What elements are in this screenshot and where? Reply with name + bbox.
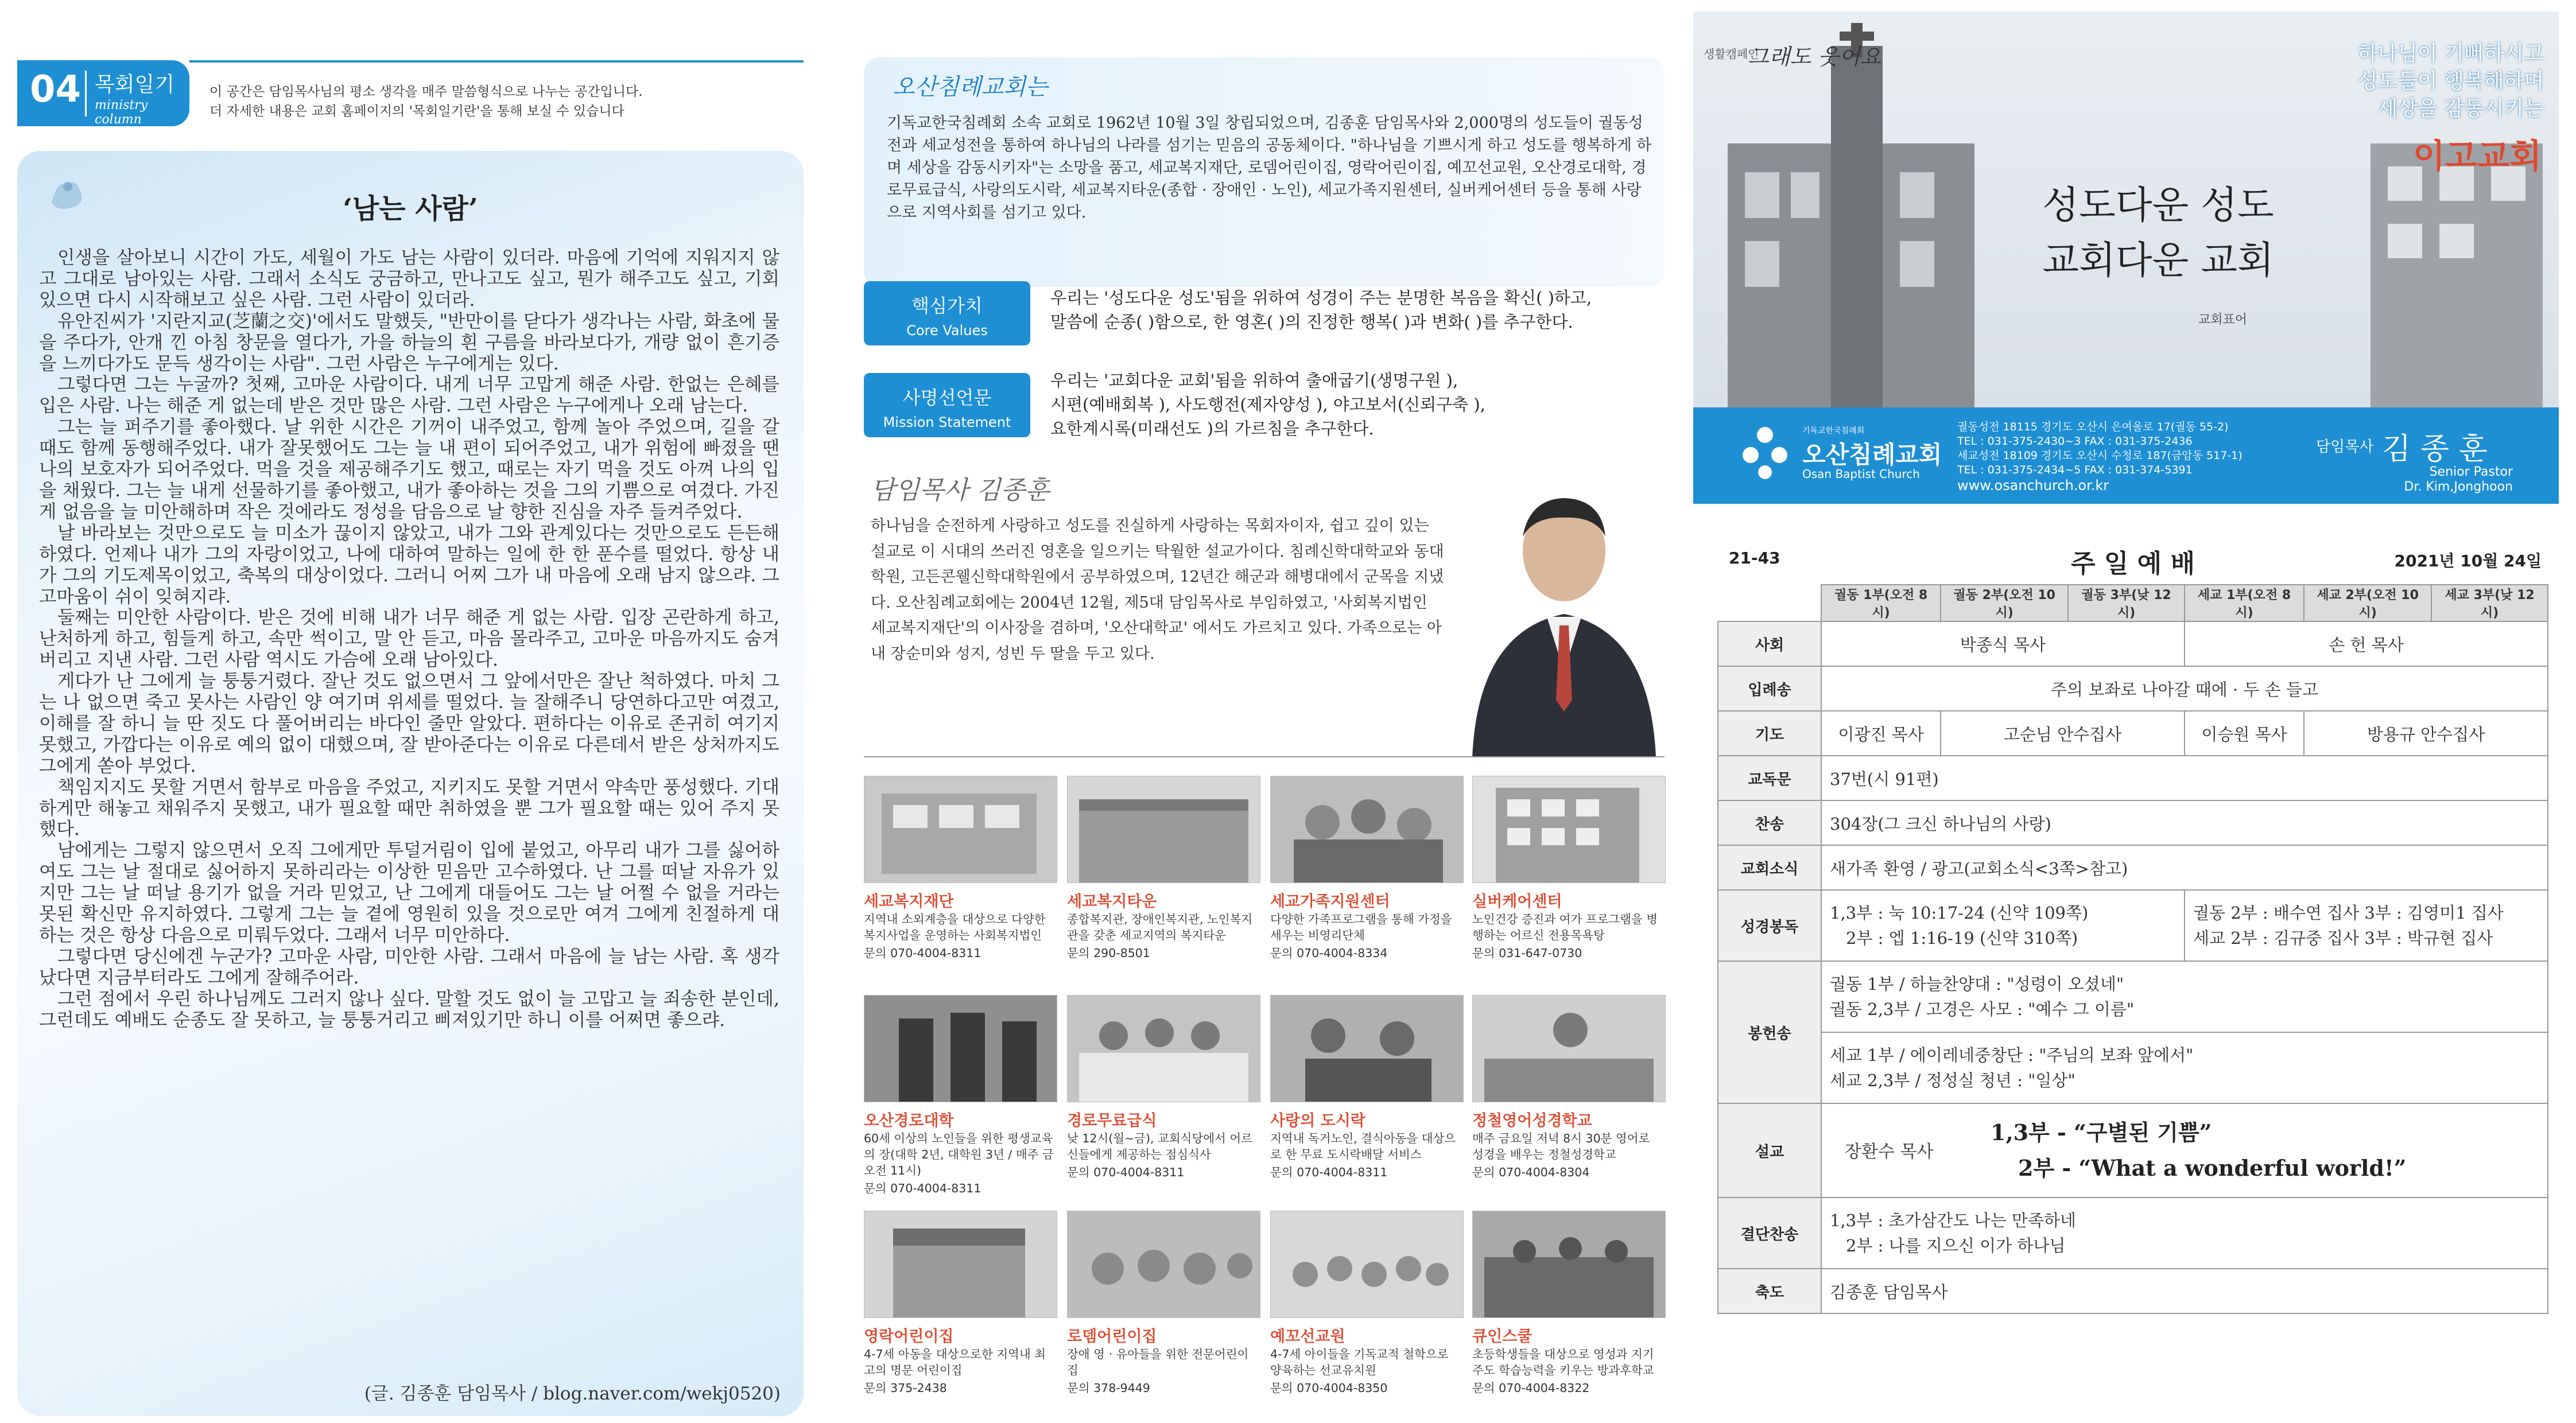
column-title: 목회일기 [95,73,175,96]
tag-label-en: Mission Statement [883,414,1011,430]
motto-line: 성도다운 성도 [2042,183,2274,227]
reading-verses [1821,890,2185,961]
ministry-name: 세교가족지원센터 [1270,893,1390,911]
church-motto [1997,178,2319,288]
ministry-phone: 문의 070-4004-8304 [1472,1165,1590,1179]
ministry-card [864,995,1056,1196]
tag-label: 사명선언문 [902,387,992,409]
row-label: 찬송 [1718,800,1821,845]
row-label: 성경봉독 [1718,890,1821,961]
church-logo-icon [1739,423,1791,481]
header-blank [1718,585,1821,621]
ministry-photo [1472,1211,1666,1318]
choir-row-a [1718,961,2548,1032]
decision-line: 2부 : 나를 지으신 이가 하나님 [1846,1236,2066,1255]
paragraph: 날 바라보는 것만으로도 늘 미소가 끊이지 않았고, 내가 그와 관계있다는 것만으로도 든든해하였다. 언제나 내가 그의 자랑이었고, 나에 대하여 말하는 일에 한 한 푼수를 떨었다. 항상 내가 그의 기도제목이었고, 축복의 대상이었다. 그러니 어찌 그가 내 마음에 오래 남지 않으랴. 그 고마움이 쉬이 잊혀지랴. [39,522,779,607]
ministry-desc: 다양한 가족프로그램을 통해 가정을 세우는 비영리단체 [1270,912,1452,942]
intro-text: 기독교한국침례회 소속 교회로 1962년 10월 3일 창립되었으며, 김종훈 담임목사와 2,000명의 성도들이 궐동성전과 세교성전을 통하여 하나님의 나라를 섬기는 믿음의 공동체이다. "하나님을 기쁘시게 하고 성도를 행복하게 하며 세상을 감동시키자"는 소망을 품고, 세교복지재단, 로뎀어린이집, 영락어린이집, 예꼬선교원, 오산경로대학, 경로무료급식, 사랑의도시락, 세교복지타운(종합 · 장애인 · 노인), 세교가족지원센터, 실버케어센터 등을 통해 사랑으로 지역사회를 섬기고 있다. [887,114,1652,221]
ministry-name: 정철영어성경학교 [1472,1112,1592,1130]
core-values-tag [864,281,1030,345]
choir-row-b [1718,1032,2548,1103]
service-header-row [1718,585,2548,621]
row-label: 결단찬송 [1718,1198,1821,1269]
address-line: TEL : 031-375-2434~5 FAX : 031-374-5391 [1957,464,2193,476]
service-table [1717,584,2548,1314]
ministry-name: 큐인스쿨 [1472,1328,1533,1346]
church-name: 오산침례교회 [1802,441,1942,469]
paragraph: 그렇다면 그는 누굴까? 첫째, 고마운 사람이다. 내게 너무 고맙게 해준 사람. 한없는 은혜를 입은 사람. 나는 해준 게 없는데 받은 것만 많은 사람. 그런 사람은 누구에게나 오래 남는다. [39,374,779,417]
core-values-text [1050,286,1665,334]
tag-label: 핵심가치 [911,295,983,317]
paragraph: 게다가 난 그에게 늘 퉁퉁거렸다. 잘난 것도 없으면서 그 앞에서만은 잘난 척하였다. 마치 그는 나 없으면 죽고 못사는 사람인 양 여기며 위세를 떨었다. 늘 잘해주니 당연하다고만 여겼고, 이해를 잘 하니 늘 딴 짓도 다 풀어버리는 바다인 줄만 알았다. 편하다는 이유로 존귀히 여기지 못했고, 가깝다는 이유로 예의 없이 대했으며, 잘 받아준다는 이유로 다른데서 받은 상처까지도 그에게 쏟아 부었다. [39,671,779,776]
ministry-card [1472,776,1665,961]
pastor-en-line: Dr. Kim,Jonghoon [2404,480,2513,494]
service-time-header: 세교 3부(낮 12시) [2431,585,2548,621]
address-line: 세교성전 18109 경기도 오산시 수청로 187(금암동 517-1) [1957,449,2243,462]
sermon-preacher: 장환수 목사 [1845,1142,1934,1162]
leader-value: 손 헌 목사 [2185,621,2548,666]
prayer-row [1718,711,2548,756]
intro-box [864,57,1665,287]
ministry-card [864,1211,1056,1395]
column-subtitle: ministry column [95,98,148,127]
ministry-phone: 문의 378-9449 [1067,1381,1150,1395]
ministry-photo [864,776,1057,883]
row-label: 봉헌송 [1718,961,1821,1103]
ministry-photo-image [1271,776,1463,882]
ministry-photo-image [864,1211,1057,1317]
ministry-photo [1270,1211,1464,1318]
column-signature: (글. 김종훈 담임목사 / blog.naver.com/wekj0520) [364,1383,781,1404]
ministry-name: 사랑의 도시락 [1270,1112,1365,1130]
decision-row [1718,1198,2548,1269]
address-line: 궐동성전 18115 경기도 오산시 은여울로 17(궐동 55-2) [1957,421,2229,433]
creed-row [1718,756,2548,800]
ministry-card [1270,1211,1462,1395]
ministry-desc: 4-7세 아동을 대상으로한 지역내 최고의 명문 어린이집 [864,1347,1046,1377]
service-time-header: 궐동 3부(낮 12시) [2068,585,2185,621]
ministry-name: 세교복지타운 [1067,893,1157,911]
paragraph: 둘째는 미안한 사람이다. 받은 것에 비해 내가 너무 해준 게 없는 사람. 입장 곤란하게 하고, 난처하게 하고, 힘들게 하고, 속만 썩이고, 말 안 듣고, 마음 몰라주고, 고마운 마음까지도 숨겨버리고 지낸 사람. 그런 사람 역시도 가슴에 오래 남아있다. [39,607,779,671]
ministry-photo [864,1211,1057,1318]
ministry-card [1270,995,1462,1180]
column-description [210,82,643,121]
reading-line: 궐동 2부 : 배수연 집사 3부 : 김영미1 집사 [2193,903,2504,923]
pastor-title: 담임목사 김종훈 [871,476,1050,505]
church-info-band [1693,407,2559,504]
ministry-photo-image [864,776,1057,882]
ministry-card [1472,1211,1665,1395]
page-number: 04 [30,68,82,111]
ministry-card [1472,995,1665,1180]
decision-value [1821,1198,2548,1269]
ministry-photo-image [864,996,1057,1102]
column-body [39,247,779,1031]
ministry-photo-image [1068,776,1260,882]
choir-line: 궐동 2,3부 / 고경은 사모 : "예수 그 이름" [1830,1000,2135,1019]
hymn-row [1718,800,2548,845]
reading-line: 세교 2부 : 김규중 집사 3부 : 박규현 집사 [2193,928,2493,948]
choir-value [1821,1032,2548,1103]
motto-caption: 교회표어 [2198,313,2248,327]
church-intro-page [864,57,1665,1423]
ministry-desc: 장애 영 · 유아들을 위한 전문어린이집 [1067,1347,1249,1377]
slogan-brand: 이고교회 [2412,137,2542,176]
sermon-titles [1991,1115,2539,1186]
ministry-photo-image [1068,996,1260,1102]
mission-tag [864,373,1030,437]
ministry-card [1067,1211,1259,1395]
ministry-desc: 지역내 소외계층을 대상으로 다양한 복지사업을 운영하는 사회복지법인 [864,912,1046,942]
ministry-name: 실버케어센터 [1472,893,1562,911]
description-line: 더 자세한 내용은 교회 홈페이지의 '목회일기란'을 통해 보실 수 있습니다 [210,104,624,119]
row-label: 입례송 [1718,666,1821,711]
news-value: 새가족 환영 / 광고(교회소식<3쪽>참고) [1821,845,2548,890]
paragraph: 책임지지도 못할 거면서 함부로 마음을 주었고, 지키지도 못할 거면서 약속만 풍성했다. 기대하게만 해놓고 채워주지 못했고, 내가 필요할 때만 취하였을 뿐 그가 필요할 때는 있어 주지 못했다. [39,776,779,840]
ministry-photo [864,995,1057,1102]
cover-page [1693,11,2559,1417]
reading-line: 1,3부 : 눅 10:17-24 (신약 109쪽) [1830,903,2089,923]
prayer-value: 고순님 안수집사 [1941,711,2185,756]
ministry-phone: 문의 070-4004-8311 [1270,1165,1388,1179]
campaign-label: 생활캠페인 [1704,47,1759,61]
choir-line: 세교 1부 / 에이레네중창단 : "주님의 보좌 앞에서" [1830,1045,2194,1065]
sermon-title: 1,3부 - “구별된 기쁨” [1991,1119,2212,1145]
paragraph: 그런 점에서 우린 하나님께도 그러지 않나 싶다. 말할 것도 없이 늘 고맙고 늘 죄송한 분인데, 그런데도 예배도 순종도 잘 못하고, 늘 퉁퉁거리고 삐져있기만 하니 이를 어쩌면 좋으랴. [39,988,779,1031]
ministry-card [1270,776,1462,961]
column-tag [17,60,189,126]
ministry-desc: 지역내 독거노인, 결식아동을 대상으로 한 무료 도시락배달 서비스 [1270,1132,1456,1161]
paragraph: 인생을 살아보니 시간이 가도, 세월이 가도 남는 사람이 있더라. 마음에 기억에 지워지지 않고 그대로 남아있는 사람. 그래서 소식도 궁금하고, 만나고도 싶고, 뭔가 해주고도 싶고, 기회 있으면 다시 시작해보고 싶은 사람. 그런 사람이 있더라. [39,247,779,310]
pastor-label: 담임목사 [2316,438,2374,456]
ministry-phone: 문의 031-647-0730 [1472,946,1582,960]
ministry-card [864,776,1056,961]
website-link[interactable]: www.osanchurch.or.kr [1957,477,2109,493]
paragraph: 남에게는 그렇지 않으면서 오직 그에게만 투덜거림이 입에 붙었고, 아무리 내가 그를 싫어하여도 그는 날 절대로 싫어하지 못하리라는 이상한 믿음만 고수하였다. 난 그를 떠날 자유가 있지만 그는 날 떠날 용기가 없을 거라 믿었고, 난 그에게 대들어도 그는 날 어쩔 수 없을 거라는 못된 확신만 유지하였다. 그렇게 그는 늘 곁에 영원히 있을 것으로만 여겨 그에게 친절하게 대하는 것은 항상 다음으로 미뤄두었다. 그래서 너무 미안하다. [39,840,779,946]
ministry-photo-image [1473,996,1665,1102]
choir-line: 세교 2,3부 / 정성실 청년 : "일상" [1830,1071,2075,1090]
column-content-box [17,151,804,1416]
service-date: 2021년 10월 24일 [2394,551,2542,570]
creed-value: 37번(시 91편) [1821,756,2548,800]
ministry-phone: 문의 070-4004-8311 [864,1181,981,1195]
ministry-phone: 문의 070-4004-8322 [1472,1381,1590,1395]
service-time-header: 세교 1부(오전 8시) [2185,585,2304,621]
ministry-photo-image [1271,1211,1463,1317]
news-row [1718,845,2548,890]
ministry-name: 영락어린이집 [864,1328,954,1346]
core-values-row [864,281,1665,350]
ministry-name: 세교복지재단 [864,893,954,911]
ministry-phone: 문의 290-8501 [1067,946,1150,960]
row-label: 교회소식 [1718,845,1821,890]
pastor-name-en [2404,465,2513,495]
address-line: TEL : 031-375-2430~3 FAX : 031-375-2436 [1957,435,2193,448]
reading-line: 2부 : 엡 1:16-19 (신약 310쪽) [1846,928,2078,948]
leader-row [1718,621,2548,666]
mission-row [864,373,1665,442]
paragraph: 그는 늘 퍼주기를 좋아했다. 날 위한 시간은 기꺼이 내주었고, 함께 놀아 주었으며, 길을 갈 때도 함께 동행해주었다. 내가 잘못했어도 그는 늘 내 편이 되어주었고, 내가 위험에 빠졌을 땐 나의 보호자가 되어주었다. 먹을 것을 제공해주기도 했고, 때로는 자기 먹을 것도 아껴 나의 입을 채웠다. 그는 늘 내게 선물하기를 좋아했고, 내가 좋아하는 것을 그의 기쁨으로 여겼다. 가진 게 없음을 늘 미안해하며 작은 것에라도 정성을 담음으로 날 향한 진심을 자주 들켜주었다. [39,417,779,522]
row-label: 기도 [1718,711,1821,756]
prayer-value: 이광진 목사 [1821,711,1941,756]
tag-label-en: Core Values [906,322,988,339]
paragraph: 그렇다면 당신에겐 누군가? 고마운 사람, 미안한 사람. 그래서 마음에 늘 남는 사람. 혹 생각났다면 지금부터라도 그에게 잘해주어라. [39,946,779,988]
ministry-photo [1472,776,1666,883]
ministry-desc: 매주 금요일 저녁 8시 30분 영어로 성경을 배우는 정철성경학교 [1472,1132,1650,1161]
ministry-desc: 60세 이상의 노인들을 위한 평생교육의 장(대학 2년, 대학원 3년 / 매주 금 오전 11시) [864,1132,1054,1177]
prayer-value: 이승원 목사 [2185,711,2304,756]
pastor-en-line: Senior Pastor [2429,465,2513,479]
cover-banner [1693,11,2559,504]
issue-number: 21-43 [1729,549,1780,567]
entrance-row [1718,666,2548,711]
church-name-en: Osan Baptist Church [1802,467,1920,481]
tag-divider [85,71,87,116]
value-line: 우리는 '교회다운 교회'됨을 위하여 출애굽기(생명구원 ), [1050,371,1458,390]
pastor-portrait [1461,482,1665,757]
ministry-desc: 4-7세 아이들을 기독교적 철학으로 양육하는 선교유치원 [1270,1347,1449,1377]
ministry-phone: 문의 070-4004-8311 [864,946,981,960]
ministry-desc: 초등학생들을 대상으로 영성과 지기 주도 학습능력을 키우는 방과후학교 [1472,1347,1654,1377]
decision-line: 1,3부 : 초가삼간도 나는 만족하네 [1830,1211,2076,1230]
value-line: 시편(예배회복 ), 사도행전(제자양성 ), 야고보서(신뢰구축 ), [1050,395,1485,414]
row-label: 사회 [1718,621,1821,666]
ministry-name: 로뎀어린이집 [1067,1328,1157,1346]
ministry-desc: 낮 12시(월~금), 교회식당에서 어르신들에게 제공하는 점심식사 [1067,1132,1252,1161]
ministry-photo-image [1473,776,1665,882]
service-title: 주 일 예 배 [2071,549,2195,578]
ministry-name: 오산경로대학 [864,1112,954,1130]
sermon-title: 2부 - “What a wonderful world!” [2018,1155,2407,1181]
slogan-line: 성도들이 행복해하며 [2357,69,2544,93]
paragraph: 유안진씨가 '지란지교(芝蘭之交)'에서도 말했듯, "반만이를 닫다가 생각나는 사람, 화초에 물을 주다가, 안개 낀 아침 창문을 열다가, 가을 하늘의 흰 구름을 바라보다가, 개량 없이 흔기증을 느끼다가도 문득 생각이는 사람". 그런 사람은 누구에게는 있다. [39,310,779,374]
leader-value: 박종식 목사 [1821,621,2185,666]
ministry-photo [1067,1211,1260,1318]
hymn-value: 304장(그 크신 하나님의 사랑) [1821,800,2548,845]
blessing-value: 김종훈 담임목사 [1821,1269,2548,1313]
service-time-header: 세교 2부(오전 10시) [2304,585,2431,621]
description-line: 이 공간은 담임목사님의 평소 생각을 매주 말씀형식으로 나누는 공간입니다. [210,84,643,99]
ministry-desc: 종합복지관, 장애인복지관, 노인복지관을 갖춘 세교지역의 복지타운 [1067,912,1253,942]
ministry-photo [1067,776,1260,883]
row-label: 교독문 [1718,756,1821,800]
section-divider [864,756,1665,757]
reading-row [1718,890,2548,961]
column-heading: ‘남는 사람’ [343,193,478,225]
row-label: 설교 [1718,1103,1821,1198]
church-addresses [1957,420,2243,493]
ministry-desc: 노인건강 증진과 여가 프로그램을 병행하는 어르신 전용목욕탕 [1472,912,1658,942]
ministry-photo [1067,995,1260,1102]
prayer-value: 방용규 안수집사 [2304,711,2548,756]
ministry-photo-image [1473,1211,1665,1317]
church-denomination: 기독교한국침례회 [1802,426,1865,436]
slogan [2358,40,2544,123]
row-label: 축도 [1718,1269,1821,1313]
header-rule [189,60,804,63]
ministry-column-page [17,55,804,1420]
ministry-phone: 문의 375-2438 [864,1381,947,1395]
value-line: 요한계시록(미래선도 )의 가르침을 추구한다. [1050,419,1374,438]
mission-text [1050,368,1665,441]
motto-line: 교회다운 교회 [2042,238,2274,282]
ministry-phone: 문의 070-4004-8311 [1067,1165,1185,1179]
intro-title: 오산침례교회는 [893,74,1048,100]
value-line: 우리는 '성도다운 성도'됨을 위하여 성경이 주는 분명한 복음을 확신( )하고, [1050,288,1592,308]
service-time-header: 궐동 2부(오전 10시) [1941,585,2068,621]
ministry-photo [1270,776,1464,883]
campaign-logo: 그래도 웃어요 [1748,44,1881,69]
service-time-header: 궐동 1부(오전 8시) [1821,585,1941,621]
slogan-line: 세상을 감동시키는 [2377,97,2544,120]
entrance-value: 주의 보좌로 나아갈 때에 · 두 손 들고 [1821,666,2548,711]
pastor-bio: 하나님을 순전하게 사랑하고 성도를 진실하게 사랑하는 목회자이자, 쉽고 깊이 있는 설교로 이 시대의 쓰러진 영혼을 일으키는 탁월한 설교가이다. 침례신학대학교와 동대학원, 고든콘웰신학대학원에서 공부하였으며, 12년간 해군과 해병대에서 군목을 지냈다. 오산침례교회에는 2004년 12월, 제5대 담임목사로 부임하였고, '사회복지법인 세교복지재단'의 이사장을 겸하며, '오산대학교' 에서도 가르치고 있다. 가족으로는 아내 장순미와 성지, 성빈 두 딸을 두고 있다. [871,517,1444,663]
ministry-phone: 문의 070-4004-8350 [1270,1381,1388,1395]
ministry-photo [1472,995,1666,1102]
slogan-line: 하나님이 기뻐하시고 [2357,42,2544,65]
sermon-row [1718,1103,2548,1198]
ministry-name: 경로무료급식 [1067,1112,1157,1130]
ministry-photo [1270,995,1464,1102]
ministry-photo-image [1271,996,1463,1102]
ministry-card [1067,776,1259,961]
choir-line: 궐동 1부 / 하늘찬양대 : "성령이 오셨네" [1830,974,2124,994]
ministry-photo-image [1068,1211,1260,1317]
value-line: 말씀에 순종( )함으로, 한 영혼( )의 진정한 행복( )과 변화( )를 추구한다. [1050,312,1573,332]
reading-readers [2185,890,2548,961]
blessing-row [1718,1269,2548,1313]
pastor-name: 김 종 훈 [2382,432,2488,466]
sermon-value [1821,1103,2548,1198]
ministry-name: 예꼬선교원 [1270,1328,1345,1346]
choir-value [1821,961,2548,1032]
ministry-phone: 문의 070-4004-8334 [1270,946,1388,960]
ministry-card [1067,995,1259,1180]
column-header [17,55,804,129]
